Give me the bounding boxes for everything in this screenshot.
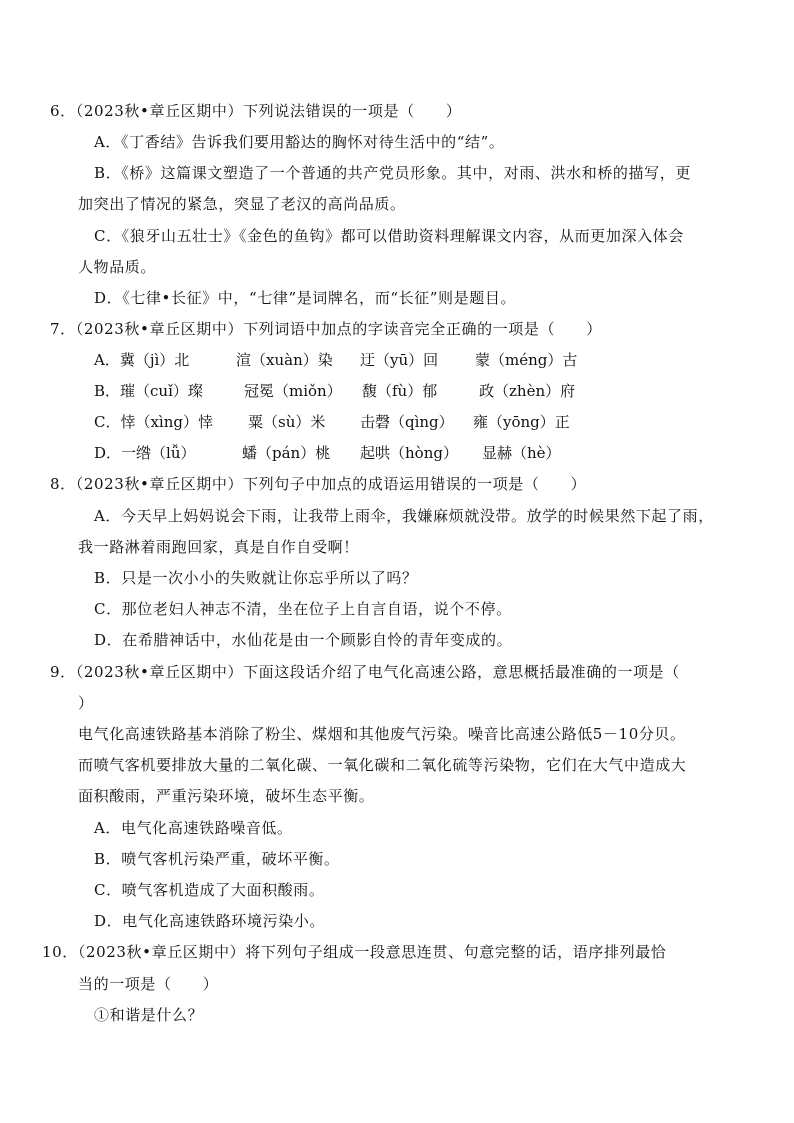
question-6-stem: 6．（2023秋•章丘区期中）下列说法错误的一项是（ ） [50,102,462,120]
question-9-passage-line-2: 而喷气客机要排放大量的二氧化碳、一氧化碳和二氧化硫等污染物，它们在大气中造成大 [78,756,687,774]
question-9-option-c: C．喷气客机造成了大面积酸雨。 [94,881,325,899]
question-6-option-b-cont: 加突出了情况的紧急，突显了老汉的高尚品质。 [78,195,406,213]
question-10-item-1: ①和谐是什么？ [94,1006,204,1024]
question-6-option-d: D．《七律•长征》中，“七律”是词牌名，而“长征”则是题目。 [94,289,517,307]
q7-d-word-2: 蟠（pán）桃 [242,444,331,462]
question-8-option-d: D．在希腊神话中，水仙花是由一个顾影自怜的青年变成的。 [94,631,513,649]
question-8-option-b: B．只是一次小小的失败就让你忘乎所以了吗？ [94,569,418,587]
question-9-passage-line-3: 面积酸雨，严重污染环境，破坏生态平衡。 [78,787,375,805]
question-7-stem: 7．（2023秋•章丘区期中）下列词语中加点的字读音完全正确的一项是（ ） [50,320,602,338]
q7-c-word-3: 击磬（qìng） [360,413,454,431]
q7-d-word-4: 显赫（hè） [482,444,561,462]
question-6-option-a: A．《丁香结》告诉我们要用豁达的胸怀对待生活中的“结”。 [94,133,505,151]
question-6-option-b: B．《桥》这篇课文塑造了一个普通的共产党员形象。其中，对雨、洪水和桥的描写，更 [94,164,691,182]
question-9-stem-end: ） [78,694,94,712]
question-8-option-a-cont: 我一路淋着雨跑回家，真是自作自受啊！ [78,538,359,556]
q7-d-word-1: D．一绺（lǚ） [94,444,196,462]
question-8-option-a: A．今天早上妈妈说会下雨，让我带上雨伞，我嫌麻烦就没带。放学的时候果然下起了雨， [94,507,714,525]
question-8-option-c: C．那位老妇人神志不清，坐在位子上自言自语，说个不停。 [94,600,512,618]
q7-b-word-4: 政（zhèn）府 [479,382,576,400]
q7-c-word-2: 粟（sù）米 [248,413,326,431]
q7-b-word-1: B．璀（cuǐ）璨 [94,382,203,400]
q7-a-word-4: 蒙（méng）古 [475,351,578,369]
question-9-option-a: A．电气化高速铁路噪音低。 [94,819,293,837]
question-9-option-b: B．喷气客机污染严重，破坏平衡。 [94,850,340,868]
question-9-stem: 9．（2023秋•章丘区期中）下面这段话介绍了电气化高速公路，意思概括最准确的一项是（ [50,663,680,681]
question-9-option-d: D．电气化高速铁路环境污染小。 [94,912,326,930]
q7-a-word-2: 渲（xuàn）染 [236,351,333,369]
question-10-stem: 10．（2023秋•章丘区期中）将下列句子组成一段意思连贯、句意完整的话，语序排列最恰 [42,943,667,961]
question-10-stem-cont: 当的一项是（ ） [78,975,219,993]
question-6-option-c: C．《狼牙山五壮士》《金色的鱼钩》都可以借助资料理解课文内容，从而更加深入体会 [94,227,684,245]
q7-d-word-3: 起哄（hòng） [360,444,458,462]
q7-b-word-2: 冠冕（miǒn） [244,382,342,400]
q7-a-word-3: 迂（yū）回 [360,351,439,369]
q7-b-word-3: 馥（fù）郁 [362,382,438,400]
question-6-option-c-cont: 人物品质。 [78,258,157,276]
q7-c-word-1: C．悻（xìng）悻 [94,413,213,431]
q7-a-word-1: A．冀（jì）北 [94,351,190,369]
question-9-passage-line-1: 电气化高速铁路基本消除了粉尘、煤烟和其他废气污染。噪音比高速公路低5－10分贝。 [78,725,686,743]
q7-c-word-4: 雍（yōng）正 [473,413,570,431]
question-8-stem: 8．（2023秋•章丘区期中）下列句子中加点的成语运用错误的一项是（ ） [50,475,587,493]
